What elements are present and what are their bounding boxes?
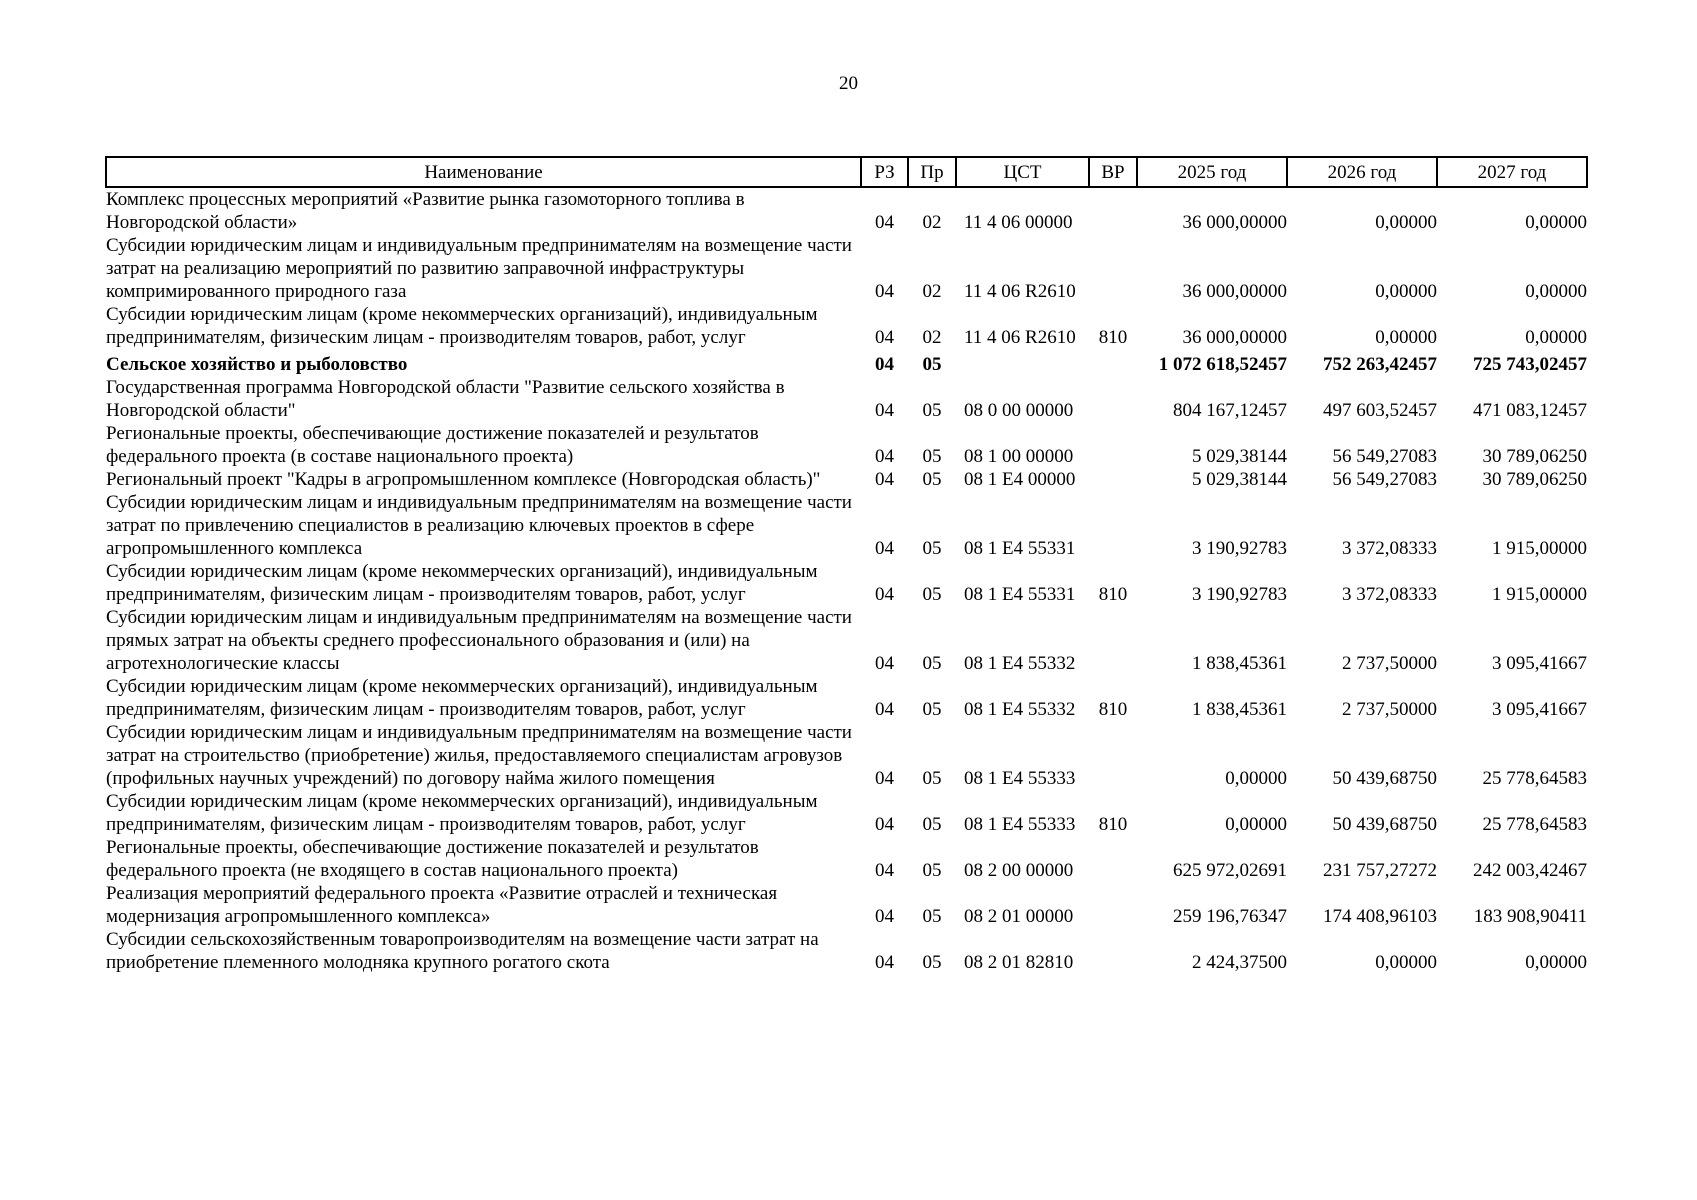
- row-pr-cell: 05: [922, 653, 942, 674]
- row-2026-cell: 56 549,27083: [1332, 446, 1437, 467]
- row-rz-cell: 04: [875, 952, 894, 973]
- table-row: [106, 468, 1587, 491]
- row-name-cell: Субсидии юридическим лицам (кроме некоммерческих организаций), индивидуальным предпринимателям, физическим лицам - производителям товаров, работ, услуг: [106, 561, 818, 605]
- budget-table: [105, 156, 1588, 974]
- row-2026-cell: 231 757,27272: [1323, 860, 1437, 881]
- table-row: [106, 491, 1587, 560]
- row-pr-cell: 05: [922, 952, 942, 973]
- row-vr-cell: 810: [1098, 699, 1128, 720]
- row-pr-cell: 05: [922, 400, 942, 421]
- row-pr-cell: 05: [922, 538, 942, 559]
- row-2025-cell: 2 424,37500: [1192, 952, 1287, 973]
- column-header-vr: ВР: [1089, 157, 1137, 187]
- row-rz-cell: 04: [875, 814, 894, 835]
- row-2027-cell: 0,00000: [1525, 281, 1587, 302]
- row-rz-cell: 04: [875, 699, 894, 720]
- row-cst-cell: 08 0 00 00000: [964, 400, 1074, 421]
- row-2027-cell: 1 915,00000: [1492, 538, 1587, 559]
- row-pr-cell: 05: [922, 860, 942, 881]
- row-2027-cell: 1 915,00000: [1492, 584, 1587, 605]
- row-2025-cell: 36 000,00000: [1182, 212, 1287, 233]
- row-2025-cell: 1 838,45361: [1192, 699, 1287, 720]
- row-2027-cell: 0,00000: [1525, 212, 1587, 233]
- column-header-2025: 2025 год: [1137, 157, 1287, 187]
- row-cst-cell: 11 4 06 R2610: [964, 281, 1076, 302]
- table-row: [106, 349, 1587, 376]
- row-2025-cell: 3 190,92783: [1192, 538, 1287, 559]
- row-2027-cell: 3 095,41667: [1492, 699, 1587, 720]
- row-vr-cell: [1089, 187, 1137, 234]
- table-row: [106, 422, 1587, 468]
- row-vr-cell: [1089, 928, 1137, 974]
- row-name-cell: Сельское хозяйство и рыболовство: [106, 354, 408, 375]
- table-row: [106, 303, 1587, 349]
- row-vr-cell: 810: [1098, 814, 1128, 835]
- row-2025-cell: 36 000,00000: [1182, 327, 1287, 348]
- row-2025-cell: 36 000,00000: [1182, 281, 1287, 302]
- row-pr-cell: 05: [922, 768, 942, 789]
- row-cst-cell: 11 4 06 R2610: [964, 327, 1076, 348]
- row-vr-cell: 810: [1098, 584, 1128, 605]
- row-name-cell: Субсидии юридическим лицам и индивидуальным предпринимателям на возмещение части затрат по привлечению специалистов в реализацию ключевых проектов в сфере агропромышленного комплекса: [106, 492, 852, 559]
- row-2025-cell: 259 196,76347: [1173, 906, 1287, 927]
- row-2027-cell: 30 789,06250: [1482, 469, 1587, 490]
- row-2026-cell: 0,00000: [1375, 281, 1437, 302]
- row-cst-cell: [956, 349, 1089, 376]
- row-2025-cell: 0,00000: [1225, 814, 1287, 835]
- table-row: [106, 928, 1587, 974]
- row-2026-cell: 0,00000: [1375, 212, 1437, 233]
- row-cst-cell: 08 2 00 00000: [964, 860, 1074, 881]
- row-pr-cell: 02: [922, 281, 942, 302]
- row-2026-cell: 56 549,27083: [1332, 469, 1437, 490]
- row-pr-cell: 02: [922, 212, 942, 233]
- column-header-pr: Пр: [908, 157, 956, 187]
- row-vr-cell: [1089, 882, 1137, 928]
- table-body: [106, 187, 1587, 974]
- row-vr-cell: [1089, 468, 1137, 491]
- column-header-cst: ЦСТ: [956, 157, 1089, 187]
- row-2025-cell: 0,00000: [1225, 768, 1287, 789]
- row-2027-cell: 471 083,12457: [1473, 400, 1587, 421]
- row-rz-cell: 04: [875, 906, 894, 927]
- row-name-cell: Субсидии юридическим лицам и индивидуальным предпринимателям на возмещение части затрат на реализацию мероприятий по развитию заправочной инфраструктуры компримированного природного газа: [106, 235, 852, 302]
- row-2026-cell: 174 408,96103: [1323, 906, 1437, 927]
- row-cst-cell: 08 1 E4 55332: [964, 653, 1076, 674]
- row-2025-cell: 1 072 618,52457: [1158, 354, 1287, 375]
- row-rz-cell: 04: [875, 653, 894, 674]
- row-pr-cell: 05: [922, 906, 942, 927]
- row-rz-cell: 04: [875, 400, 894, 421]
- row-vr-cell: [1089, 836, 1137, 882]
- table-row: [106, 187, 1587, 234]
- row-pr-cell: 05: [922, 699, 942, 720]
- row-rz-cell: 04: [875, 354, 894, 375]
- row-2026-cell: 752 263,42457: [1323, 354, 1437, 375]
- row-2027-cell: 0,00000: [1525, 327, 1587, 348]
- row-vr-cell: 810: [1098, 327, 1128, 348]
- row-2025-cell: 804 167,12457: [1173, 400, 1287, 421]
- row-rz-cell: 04: [875, 469, 894, 490]
- row-2027-cell: 183 908,90411: [1473, 906, 1587, 927]
- row-2025-cell: 5 029,38144: [1192, 446, 1287, 467]
- row-2027-cell: 25 778,64583: [1482, 814, 1587, 835]
- row-2026-cell: 0,00000: [1375, 327, 1437, 348]
- row-cst-cell: 08 1 E4 55333: [964, 814, 1076, 835]
- column-header-name: Наименование: [106, 157, 861, 187]
- row-2026-cell: 0,00000: [1375, 952, 1437, 973]
- row-2025-cell: 1 838,45361: [1192, 653, 1287, 674]
- row-name-cell: Государственная программа Новгородской области "Развитие сельского хозяйства в Новгородской области": [106, 377, 785, 421]
- column-header-rz: РЗ: [861, 157, 908, 187]
- row-vr-cell: [1089, 349, 1137, 376]
- row-2026-cell: 50 439,68750: [1332, 768, 1437, 789]
- row-cst-cell: 08 1 E4 00000: [964, 469, 1076, 490]
- row-pr-cell: 05: [922, 446, 942, 467]
- row-cst-cell: 08 2 01 00000: [964, 906, 1074, 927]
- row-rz-cell: 04: [875, 327, 894, 348]
- row-name-cell: Субсидии юридическим лицам и индивидуальным предпринимателям на возмещение части прямых затрат на объекты среднего профессионального образования и (или) на агротехнологические классы: [106, 607, 852, 674]
- row-name-cell: Субсидии юридическим лицам и индивидуальным предпринимателям на возмещение части затрат на строительство (приобретение) жилья, предоставляемого специалистам агровузов (профильных научных учреждений) по договору найма жилого помещения: [106, 722, 852, 789]
- row-2025-cell: 3 190,92783: [1192, 584, 1287, 605]
- column-header-2026: 2026 год: [1287, 157, 1437, 187]
- row-vr-cell: [1089, 234, 1137, 303]
- table-header-row: [106, 157, 1587, 187]
- row-name-cell: Субсидии юридическим лицам (кроме некоммерческих организаций), индивидуальным предпринимателям, физическим лицам - производителям товаров, работ, услуг: [106, 304, 818, 348]
- row-pr-cell: 05: [922, 584, 942, 605]
- row-name-cell: Региональные проекты, обеспечивающие достижение показателей и результатов федерального проекта (в составе национального проекта): [106, 423, 759, 467]
- column-header-2027: 2027 год: [1437, 157, 1587, 187]
- row-cst-cell: 08 1 E4 55331: [964, 584, 1076, 605]
- table-row: [106, 234, 1587, 303]
- row-name-cell: Субсидии юридическим лицам (кроме некоммерческих организаций), индивидуальным предпринимателям, физическим лицам - производителям товаров, работ, услуг: [106, 676, 818, 720]
- row-2027-cell: 725 743,02457: [1473, 354, 1587, 375]
- row-name-cell: Региональные проекты, обеспечивающие достижение показателей и результатов федерального проекта (не входящего в состав национального проекта): [106, 837, 759, 881]
- row-rz-cell: 04: [875, 538, 894, 559]
- row-vr-cell: [1089, 376, 1137, 422]
- row-pr-cell: 05: [922, 354, 942, 375]
- row-2025-cell: 5 029,38144: [1192, 469, 1287, 490]
- table-row: [106, 675, 1587, 721]
- row-vr-cell: [1089, 721, 1137, 790]
- row-2026-cell: 3 372,08333: [1342, 584, 1437, 605]
- row-cst-cell: 08 1 E4 55331: [964, 538, 1076, 559]
- row-vr-cell: [1089, 491, 1137, 560]
- row-name-cell: Региональный проект "Кадры в агропромышленном комплексе (Новгородская область)": [106, 469, 821, 490]
- table-row: [106, 882, 1587, 928]
- table-row: [106, 836, 1587, 882]
- row-vr-cell: [1089, 606, 1137, 675]
- row-2027-cell: 0,00000: [1525, 952, 1587, 973]
- row-2026-cell: 2 737,50000: [1342, 653, 1437, 674]
- row-2026-cell: 497 603,52457: [1323, 400, 1437, 421]
- row-2027-cell: 30 789,06250: [1482, 446, 1587, 467]
- table-row: [106, 560, 1587, 606]
- row-2026-cell: 3 372,08333: [1342, 538, 1437, 559]
- row-2026-cell: 2 737,50000: [1342, 699, 1437, 720]
- row-2026-cell: 50 439,68750: [1332, 814, 1437, 835]
- page-number: 20: [839, 73, 858, 94]
- row-cst-cell: 08 2 01 82810: [964, 952, 1074, 973]
- row-name-cell: Субсидии юридическим лицам (кроме некоммерческих организаций), индивидуальным предпринимателям, физическим лицам - производителям товаров, работ, услуг: [106, 791, 818, 835]
- row-pr-cell: 02: [922, 327, 942, 348]
- row-rz-cell: 04: [875, 281, 894, 302]
- row-name-cell: Комплекс процессных мероприятий «Развитие рынка газомоторного топлива в Новгородской области»: [106, 189, 745, 233]
- row-cst-cell: 11 4 06 00000: [964, 212, 1073, 233]
- row-rz-cell: 04: [875, 446, 894, 467]
- row-rz-cell: 04: [875, 860, 894, 881]
- row-pr-cell: 05: [922, 814, 942, 835]
- row-name-cell: Реализация мероприятий федерального проекта «Развитие отраслей и техническая модернизация агропромышленного комплекса»: [106, 883, 778, 927]
- row-rz-cell: 04: [875, 768, 894, 789]
- row-cst-cell: 08 1 E4 55333: [964, 768, 1076, 789]
- row-cst-cell: 08 1 E4 55332: [964, 699, 1076, 720]
- table-row: [106, 376, 1587, 422]
- row-name-cell: Субсидии сельскохозяйственным товаропроизводителям на возмещение части затрат на приобретение племенного молодняка крупного рогатого скота: [106, 929, 819, 973]
- row-2027-cell: 25 778,64583: [1482, 768, 1587, 789]
- row-vr-cell: [1089, 422, 1137, 468]
- row-2027-cell: 3 095,41667: [1492, 653, 1587, 674]
- row-2027-cell: 242 003,42467: [1473, 860, 1587, 881]
- table-row: [106, 606, 1587, 675]
- table-row: [106, 790, 1587, 836]
- row-cst-cell: 08 1 00 00000: [964, 446, 1074, 467]
- row-pr-cell: 05: [922, 469, 942, 490]
- row-2025-cell: 625 972,02691: [1173, 860, 1287, 881]
- row-rz-cell: 04: [875, 584, 894, 605]
- row-rz-cell: 04: [875, 212, 894, 233]
- table-row: [106, 721, 1587, 790]
